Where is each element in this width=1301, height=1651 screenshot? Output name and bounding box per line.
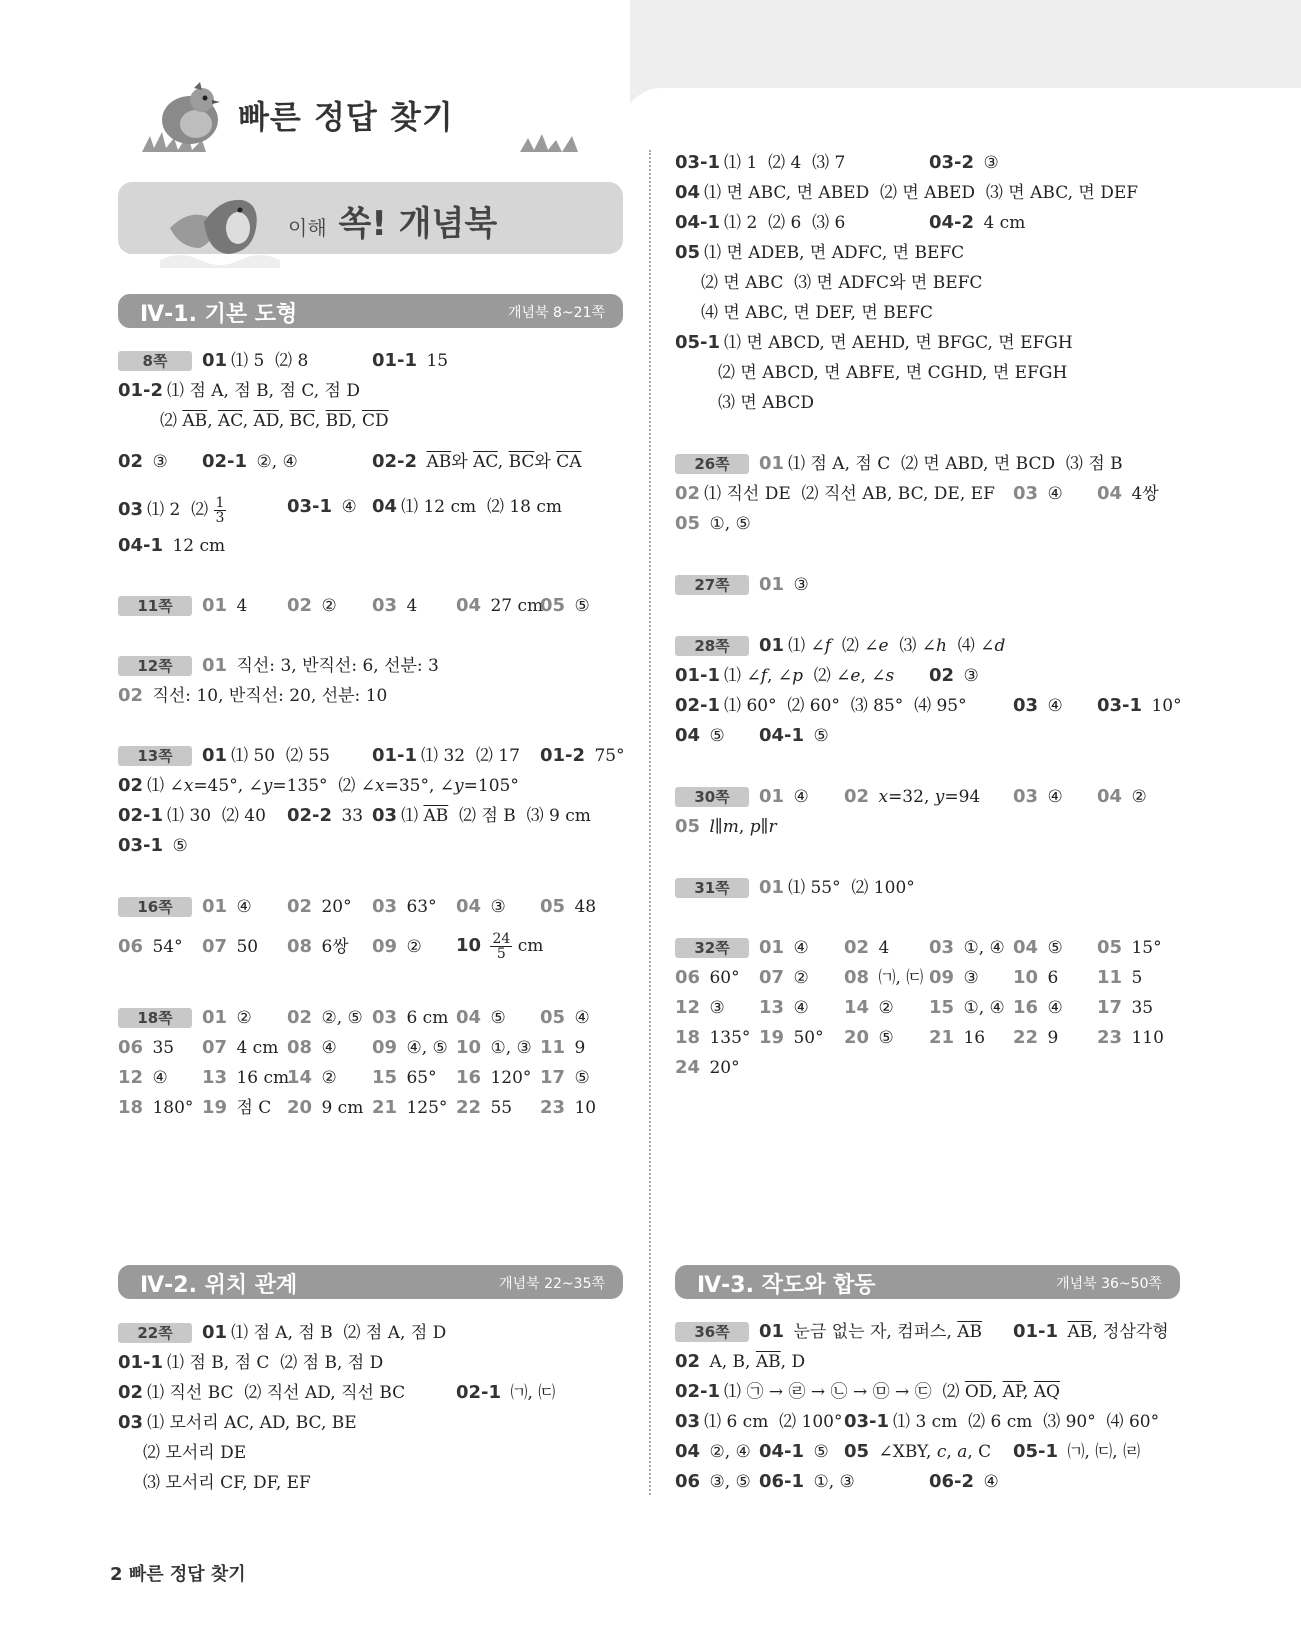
page-tag: 30쪽 bbox=[675, 787, 749, 807]
answer-line: 07 ② bbox=[759, 967, 809, 988]
answer-line: 13 16 cm bbox=[202, 1067, 290, 1088]
answer-line: 13 ④ bbox=[759, 997, 809, 1018]
answer-line: 02 ② bbox=[287, 595, 337, 616]
answer-line: 03 4 bbox=[372, 595, 418, 616]
section-page-ref: 개념북 36~50쪽 bbox=[1056, 1276, 1162, 1292]
page-tag: 27쪽 bbox=[675, 575, 749, 595]
answer-line: 15 65° bbox=[372, 1067, 437, 1088]
answer-line: 02-1 ⑴ 30 ⑵ 40 bbox=[118, 805, 266, 826]
section-header-construction bbox=[675, 1265, 1180, 1299]
answer-line: 05 ⑤ bbox=[540, 595, 590, 616]
page-tag: 13쪽 bbox=[118, 746, 192, 766]
answer-line: 01 ④ bbox=[759, 786, 809, 807]
answer-line: 04-1 ⑴ 2 ⑵ 6 ⑶ 6 bbox=[675, 212, 846, 233]
page-tag: 11쪽 bbox=[118, 596, 192, 616]
answer-line: 04 27 cm bbox=[456, 595, 544, 616]
answer-line: 23 110 bbox=[1097, 1027, 1164, 1048]
page-tag: 12쪽 bbox=[118, 656, 192, 676]
answer-line: 01 ⑴ 55° ⑵ 100° bbox=[759, 877, 915, 898]
answer-line: 03 ④ bbox=[1013, 483, 1063, 504]
page-tag: 28쪽 bbox=[675, 636, 749, 656]
section-header-basic-figures bbox=[118, 294, 623, 328]
answer-line: 06 35 bbox=[118, 1037, 175, 1058]
answer-line: 03 63° bbox=[372, 896, 437, 917]
answer-line: 10 6 bbox=[1013, 967, 1059, 988]
answer-line: 02 직선: 10, 반직선: 20, 선분: 10 bbox=[118, 685, 388, 706]
page-tag: 26쪽 bbox=[675, 454, 749, 474]
answer-line: 20 9 cm bbox=[287, 1097, 364, 1118]
answer-line: 03 6 cm bbox=[372, 1007, 449, 1028]
answer-line: 11 5 bbox=[1097, 967, 1143, 988]
answer-line: 22 55 bbox=[456, 1097, 513, 1118]
answer-line: 09 ③ bbox=[929, 967, 979, 988]
answer-line: 18 180° bbox=[118, 1097, 194, 1118]
answer-line: ⑵ 모서리 DE bbox=[143, 1443, 247, 1463]
answer-line: 01 ④ bbox=[759, 937, 809, 958]
answer-line: 02-1 ⑴ 60° ⑵ 60° ⑶ 85° ⑷ 95° bbox=[675, 695, 967, 716]
answer-line: 02 20° bbox=[287, 896, 352, 917]
answer-line: 20 ⑤ bbox=[844, 1027, 894, 1048]
answer-line: ⑵ 면 ABC ⑶ 면 ADFC와 면 BEFC bbox=[701, 273, 983, 293]
answer-line: 01-1 15 bbox=[372, 350, 449, 371]
banner-title-big: 쏙! 개념북 bbox=[338, 204, 498, 244]
answer-line: 16 ④ bbox=[1013, 997, 1063, 1018]
answer-line: 02 ⑴ 직선 BC ⑵ 직선 AD, 직선 BC bbox=[118, 1382, 406, 1403]
answer-line: 12 ③ bbox=[675, 997, 725, 1018]
answer-line: 16 120° bbox=[456, 1067, 532, 1088]
answer-line: 02-2 $\overline{AB}$와 $\overline{AC}$, $\overline{BC}$와 $\overline{CA}$ bbox=[372, 451, 582, 472]
answer-line: 03 ⑴ $\overline{AB}$ ⑵ 점 B ⑶ 9 cm bbox=[372, 805, 591, 826]
answer-line: 05 48 bbox=[540, 896, 597, 917]
answer-line: 06-2 ④ bbox=[929, 1471, 999, 1492]
answer-line: 22 9 bbox=[1013, 1027, 1059, 1048]
answer-line: 03 ⑴ 모서리 AC, AD, BC, BE bbox=[118, 1412, 357, 1433]
answer-line: 05-1 ㈀, ㈂, ㈃ bbox=[1013, 1441, 1141, 1462]
answer-line: 11 9 bbox=[540, 1037, 586, 1058]
page-background-bottom bbox=[0, 1540, 1301, 1651]
answer-line: 02 ③ bbox=[929, 665, 979, 686]
answer-line: 09 ④, ⑤ bbox=[372, 1037, 448, 1058]
answer-line: 17 ⑤ bbox=[540, 1067, 590, 1088]
answer-line: 03 ④ bbox=[1013, 786, 1063, 807]
answer-line: 14 ② bbox=[844, 997, 894, 1018]
answer-line: 03-2 ③ bbox=[929, 152, 999, 173]
answer-line: 02 ②, ⑤ bbox=[287, 1007, 363, 1028]
answer-line: 04 ⑤ bbox=[675, 725, 725, 746]
section-title: Ⅳ-1. 기본 도형 bbox=[140, 302, 298, 327]
answer-line: 18 135° bbox=[675, 1027, 751, 1048]
answer-line: 03 ⑴ 6 cm ⑵ 100° bbox=[675, 1411, 843, 1432]
answer-line: 03-1 ⑴ 1 ⑵ 4 ⑶ 7 bbox=[675, 152, 846, 173]
answer-line: ⑵ 면 ABCD, 면 ABFE, 면 CGHD, 면 EFGH bbox=[718, 363, 1068, 383]
answer-line: 01 눈금 없는 자, 컴퍼스, $\overline{AB}$ bbox=[759, 1321, 983, 1342]
answer-line: 01 ⑴ 점 A, 점 B ⑵ 점 A, 점 D bbox=[202, 1322, 447, 1343]
answer-line: 21 125° bbox=[372, 1097, 448, 1118]
answer-line: 03-1 10° bbox=[1097, 695, 1182, 716]
answer-line: 05 ①, ⑤ bbox=[675, 513, 751, 534]
answer-line: 04-2 4 cm bbox=[929, 212, 1026, 233]
section-page-ref: 개념북 8~21쪽 bbox=[508, 305, 605, 321]
answer-line: 01 ⑴ 50 ⑵ 55 bbox=[202, 745, 330, 766]
answer-line: 19 50° bbox=[759, 1027, 824, 1048]
answer-line: 06 54° bbox=[118, 936, 183, 957]
answer-line: 19 점 C bbox=[202, 1097, 272, 1118]
answer-line: 01 직선: 3, 반직선: 6, 선분: 3 bbox=[202, 655, 439, 676]
answer-line: 03 ④ bbox=[1013, 695, 1063, 716]
answer-line: 03-1 ⑤ bbox=[118, 835, 188, 856]
answer-line: 04 ③ bbox=[456, 896, 506, 917]
page-tag: 22쪽 bbox=[118, 1323, 192, 1343]
answer-line: 01 ⑴ 점 A, 점 C ⑵ 면 ABD, 면 BCD ⑶ 점 B bbox=[759, 453, 1123, 474]
answer-line: 07 50 bbox=[202, 936, 259, 957]
answer-line: 01-2 75° bbox=[540, 745, 625, 766]
answer-line: 06 60° bbox=[675, 967, 740, 988]
answer-line: 05 ⑴ 면 ADEB, 면 ADFC, 면 BEFC bbox=[675, 242, 965, 263]
answer-line: 10 $\frac{24}{5}$ cm bbox=[456, 931, 544, 962]
answer-line: ⑵ $\overline{AB}$, $\overline{AC}$, $\overline{AD}$, $\overline{BC}$, $\overline{BD}$, $\overline{CD}$ bbox=[160, 411, 389, 431]
answer-line: 08 6쌍 bbox=[287, 936, 349, 957]
footer-title: 빠른 정답 찾기 bbox=[128, 1564, 246, 1585]
answer-line: 04-1 12 cm bbox=[118, 535, 226, 556]
page-tag: 36쪽 bbox=[675, 1322, 749, 1342]
answer-line: 03 ①, ④ bbox=[929, 937, 1005, 958]
answer-line: 14 ② bbox=[287, 1067, 337, 1088]
answer-line: 03-1 ④ bbox=[287, 496, 357, 517]
answer-line: 03-1 ⑴ 3 cm ⑵ 6 cm ⑶ 90° ⑷ 60° bbox=[844, 1411, 1160, 1432]
answer-line: 02-1 ㈀, ㈂ bbox=[456, 1382, 556, 1403]
answer-line: 02 4 bbox=[844, 937, 890, 958]
answer-line: 01-2 ⑴ 점 A, 점 B, 점 C, 점 D bbox=[118, 380, 360, 401]
answer-line: 05 l∥m, p∥r bbox=[675, 816, 777, 837]
answer-line: 01 ④ bbox=[202, 896, 252, 917]
answer-line: 04 4쌍 bbox=[1097, 483, 1159, 504]
answer-line: 06 ③, ⑤ bbox=[675, 1471, 751, 1492]
answer-line: 03 ⑴ 2 ⑵ $\frac{1}{3}$ bbox=[118, 495, 225, 526]
section-title: Ⅳ-2. 위치 관계 bbox=[140, 1273, 298, 1298]
answer-line: 08 ㈀, ㈂ bbox=[844, 967, 924, 988]
page-tag: 8쪽 bbox=[118, 351, 192, 371]
answer-line: 02 ⑴ 직선 DE ⑵ 직선 AB, BC, DE, EF bbox=[675, 483, 995, 504]
answer-line: 02 x=32, y=94 bbox=[844, 786, 981, 807]
answer-line: 15 ①, ④ bbox=[929, 997, 1005, 1018]
page-tag: 16쪽 bbox=[118, 897, 192, 917]
answer-line: 04 ②, ④ bbox=[675, 1441, 751, 1462]
answer-line: ⑶ 면 ABCD bbox=[718, 393, 814, 413]
answer-line: 04 ⑴ 면 ABC, 면 ABED ⑵ 면 ABED ⑶ 면 ABC, 면 DEF bbox=[675, 182, 1139, 203]
answer-line: 04-1 ⑤ bbox=[759, 725, 829, 746]
answer-line: 04 ⑴ 12 cm ⑵ 18 cm bbox=[372, 496, 563, 517]
page-tag: 31쪽 bbox=[675, 878, 749, 898]
answer-line: 01 ② bbox=[202, 1007, 252, 1028]
answer-line: 02 ③ bbox=[118, 451, 168, 472]
answer-line: ⑶ 모서리 CF, DF, EF bbox=[143, 1473, 311, 1493]
answer-line: 04 ② bbox=[1097, 786, 1147, 807]
page-footer bbox=[110, 1560, 246, 1586]
answer-line: 01-1 ⑴ 점 B, 점 C ⑵ 점 B, 점 D bbox=[118, 1352, 384, 1373]
answer-line: 05 15° bbox=[1097, 937, 1162, 958]
answer-line: 12 ④ bbox=[118, 1067, 168, 1088]
answer-line: 01 ③ bbox=[759, 574, 809, 595]
answer-line: 04-1 ⑤ bbox=[759, 1441, 829, 1462]
answer-line: 01 ⑴ 5 ⑵ 8 bbox=[202, 350, 309, 371]
banner-title bbox=[288, 196, 497, 245]
answer-line: ⑷ 면 ABC, 면 DEF, 면 BEFC bbox=[701, 303, 933, 323]
seal-mascot-icon bbox=[160, 188, 280, 268]
answer-line: 21 16 bbox=[929, 1027, 986, 1048]
answer-line: 09 ② bbox=[372, 936, 422, 957]
answer-line: 02 A, B, $\overline{AB}$, D bbox=[675, 1351, 806, 1372]
answer-line: 17 35 bbox=[1097, 997, 1154, 1018]
grass-icon bbox=[520, 128, 610, 152]
section-title: Ⅳ-3. 작도와 합동 bbox=[697, 1273, 876, 1298]
answer-line: 05 ∠XBY, c, a, C bbox=[844, 1441, 992, 1462]
answer-line: 01 4 bbox=[202, 595, 248, 616]
answer-line: 02-2 33 bbox=[287, 805, 364, 826]
page-number: 2 bbox=[110, 1564, 123, 1585]
page-tag: 18쪽 bbox=[118, 1008, 192, 1028]
answer-line: 01-1 ⑴ ∠f, ∠p ⑵ ∠e, ∠s bbox=[675, 665, 895, 686]
page-tag: 32쪽 bbox=[675, 938, 749, 958]
page-title: 빠른 정답 찾기 bbox=[238, 98, 454, 136]
answer-line: 07 4 cm bbox=[202, 1037, 279, 1058]
banner-title-small: 이해 bbox=[288, 216, 327, 240]
answer-line: 23 10 bbox=[540, 1097, 597, 1118]
section-page-ref: 개념북 22~35쪽 bbox=[499, 1276, 605, 1292]
answer-line: 08 ④ bbox=[287, 1037, 337, 1058]
answer-line: 01 ⑴ ∠f ⑵ ∠e ⑶ ∠h ⑷ ∠d bbox=[759, 635, 1006, 656]
answer-line: 05 ④ bbox=[540, 1007, 590, 1028]
answer-line: 02 ⑴ ∠x=45°, ∠y=135° ⑵ ∠x=35°, ∠y=105° bbox=[118, 775, 519, 796]
answer-line: 04 ⑤ bbox=[1013, 937, 1063, 958]
answer-line: 01-1 $\overline{AB}$, 정삼각형 bbox=[1013, 1321, 1169, 1342]
answer-line: 24 20° bbox=[675, 1057, 740, 1078]
answer-line: 10 ①, ③ bbox=[456, 1037, 532, 1058]
answer-line: 02-1 ②, ④ bbox=[202, 451, 298, 472]
column-divider bbox=[649, 150, 651, 1495]
bird-mascot-icon bbox=[150, 78, 230, 148]
answer-line: 02-1 ⑴ ㉠ → ㉣ → ㉡ → ㉤ → ㉢ ⑵ $\overline{OD}$, $\overline{AP}$, $\overline{AQ}$ bbox=[675, 1381, 1060, 1402]
answer-line: 04 ⑤ bbox=[456, 1007, 506, 1028]
section-header-position bbox=[118, 1265, 623, 1299]
answer-line: 06-1 ①, ③ bbox=[759, 1471, 855, 1492]
answer-line: 01-1 ⑴ 32 ⑵ 17 bbox=[372, 745, 520, 766]
answer-line: 05-1 ⑴ 면 ABCD, 면 AEHD, 면 BFGC, 면 EFGH bbox=[675, 332, 1073, 353]
